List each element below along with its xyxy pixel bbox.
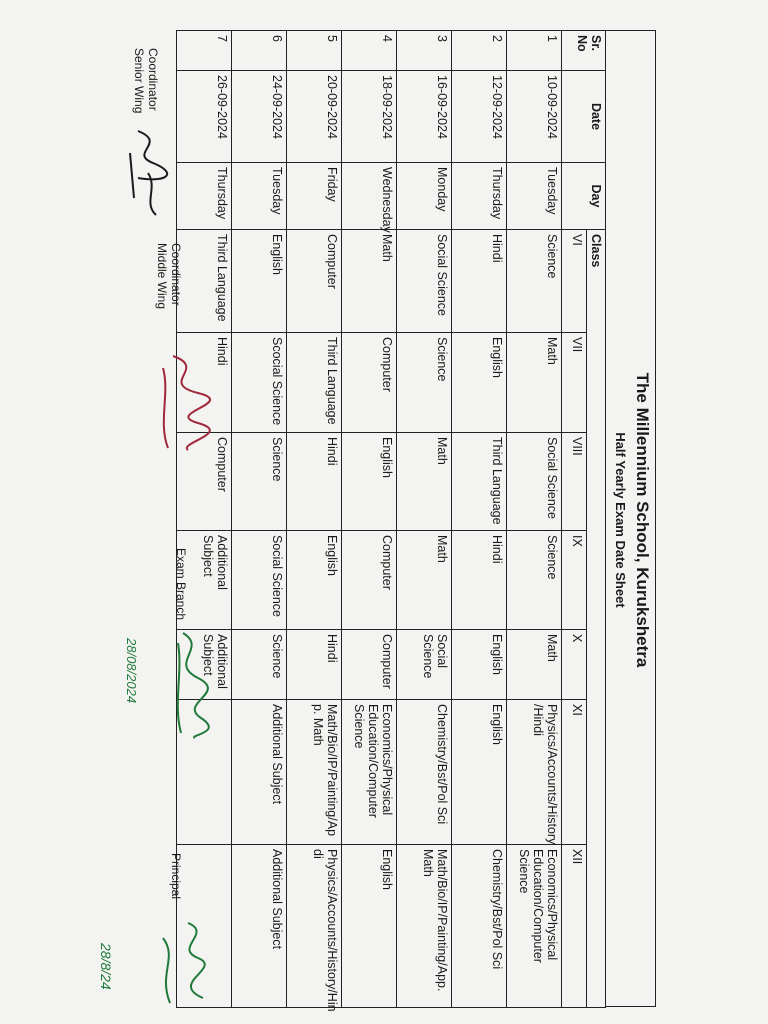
- x-cell: Science: [232, 630, 287, 700]
- x-cell: Social Science: [397, 630, 452, 700]
- ix-cell: English: [287, 531, 342, 630]
- middle-coordinator-label: [155, 243, 183, 309]
- class-header: Class: [587, 230, 606, 1008]
- date-cell: 10-09-2024: [507, 71, 562, 163]
- ix-cell: Computer: [342, 531, 397, 630]
- vi-cell: Computer: [287, 230, 342, 333]
- xi-cell: Chemistry/Bst/Pol Sci: [397, 700, 452, 845]
- viii-cell: Math: [397, 433, 452, 531]
- ix-cell: Social Science: [232, 531, 287, 630]
- table-row: [232, 31, 287, 1008]
- vii-cell: English: [452, 333, 507, 433]
- exam-branch-signature: [133, 623, 213, 743]
- x-cell: Computer: [342, 630, 397, 700]
- middle-coordinator-line1: Coordinator: [169, 243, 183, 306]
- xii-cell: Economics/Physical Education/Computer Science: [507, 845, 562, 1008]
- class-vii-header: VII: [562, 333, 587, 433]
- vi-cell: English: [232, 230, 287, 333]
- viii-cell: Social Science: [507, 433, 562, 531]
- xii-cell: Math/Bio/IP/Painting/App. Math: [397, 845, 452, 1008]
- class-x-header: X: [562, 630, 587, 700]
- senior-coordinator-signature: [118, 123, 178, 223]
- middle-coordinator-signature: [148, 348, 218, 458]
- viii-cell: Hindi: [287, 433, 342, 531]
- class-ix-header: IX: [562, 531, 587, 630]
- date-header: Date: [562, 71, 606, 163]
- class-xii-header: XII: [562, 845, 587, 1008]
- ix-cell: Hindi: [452, 531, 507, 630]
- xi-cell: Economics/Physical Education/Computer Science: [342, 700, 397, 845]
- vii-cell: Scocial Science: [232, 333, 287, 433]
- rotated-date-sheet: [18, 18, 658, 1022]
- class-xi-header: XI: [562, 700, 587, 845]
- vii-cell: Third Language: [287, 333, 342, 433]
- day-cell: Tuesday: [232, 163, 287, 230]
- date-cell: 26-09-2024: [177, 71, 232, 163]
- exam-branch-label: Exam Branch: [174, 548, 188, 621]
- date-cell: 20-09-2024: [287, 71, 342, 163]
- x-cell: Additional Subject: [177, 630, 232, 700]
- senior-coordinator-label: [132, 48, 160, 113]
- senior-coordinator-line2: Senior Wing: [132, 48, 146, 114]
- day-cell: Thursday: [177, 163, 232, 230]
- xi-cell: Math/Bio/IP/Painting/Ap p. Math: [287, 700, 342, 845]
- xi-cell: Additional Subject: [232, 700, 287, 845]
- date-cell: 24-09-2024: [232, 71, 287, 163]
- xi-cell: Physics/Accounts/History /Hindi: [507, 700, 562, 845]
- xii-cell: English: [342, 845, 397, 1008]
- table-row: [177, 31, 232, 1008]
- x-cell: Math: [507, 630, 562, 700]
- sr-no-cell: 7: [177, 31, 232, 71]
- vi-cell: Hindi: [452, 230, 507, 333]
- table-row: [342, 31, 397, 1008]
- table-row: [452, 31, 507, 1008]
- date-cell: 18-09-2024: [342, 71, 397, 163]
- viii-cell: Computer: [177, 433, 232, 531]
- class-vi-header: VI: [562, 230, 587, 333]
- sr-no-cell: 3: [397, 31, 452, 71]
- xi-cell: English: [452, 700, 507, 845]
- day-cell: Friday: [287, 163, 342, 230]
- vii-cell: Math: [507, 333, 562, 433]
- viii-cell: Third Language: [452, 433, 507, 531]
- xii-cell: Chemistry/Bst/Pol Sci: [452, 845, 507, 1008]
- day-cell: Thursday: [452, 163, 507, 230]
- sr-no-header: Sr. No: [562, 31, 606, 71]
- date-sheet-page: [18, 18, 658, 1022]
- principal-date: 28/8/24: [98, 943, 114, 990]
- table-row: [507, 31, 562, 1008]
- day-cell: Monday: [397, 163, 452, 230]
- sr-no-cell: 4: [342, 31, 397, 71]
- exam-date-table: [176, 30, 606, 1012]
- ix-cell: Science: [507, 531, 562, 630]
- sr-no-cell: 5: [287, 31, 342, 71]
- day-header: Day: [562, 163, 606, 230]
- middle-coordinator-line2: Middle Wing: [155, 243, 169, 310]
- x-cell: Hindi: [287, 630, 342, 700]
- sr-no-cell: 6: [232, 31, 287, 71]
- principal-label: Principal: [169, 853, 183, 900]
- exam-branch-date: 28/08/2024: [124, 638, 139, 704]
- viii-cell: Science: [232, 433, 287, 531]
- vii-cell: Hindi: [177, 333, 232, 433]
- principal-signature: [138, 913, 218, 1013]
- vi-cell: Third Language: [177, 230, 232, 333]
- ix-cell: Math: [397, 531, 452, 630]
- date-cell: 12-09-2024: [452, 71, 507, 163]
- vi-cell: Math: [342, 230, 397, 333]
- viii-cell: English: [342, 433, 397, 531]
- xii-cell: Physics/Accounts/History/Hin di: [287, 845, 342, 1008]
- senior-coordinator-line1: Coordinator: [146, 48, 160, 111]
- class-header-row: [587, 31, 606, 1008]
- x-cell: English: [452, 630, 507, 700]
- day-cell: Tuesday: [507, 163, 562, 230]
- ix-cell: Additional Subject: [177, 531, 232, 630]
- vii-cell: Science: [397, 333, 452, 433]
- sheet-title: Half Yearly Exam Date Sheet: [613, 432, 628, 608]
- table-row: [397, 31, 452, 1008]
- sr-no-cell: 2: [452, 31, 507, 71]
- class-viii-header: VIII: [562, 433, 587, 531]
- sr-no-cell: 1: [507, 31, 562, 71]
- vi-cell: Social Science: [397, 230, 452, 333]
- vi-cell: Science: [507, 230, 562, 333]
- table-row: [287, 31, 342, 1008]
- school-name: The Millennium School, Kurukshetra: [633, 372, 652, 668]
- xii-cell: Additional Subject: [232, 845, 287, 1008]
- day-cell: Wednesday: [342, 163, 397, 230]
- vii-cell: Computer: [342, 333, 397, 433]
- date-cell: 16-09-2024: [397, 71, 452, 163]
